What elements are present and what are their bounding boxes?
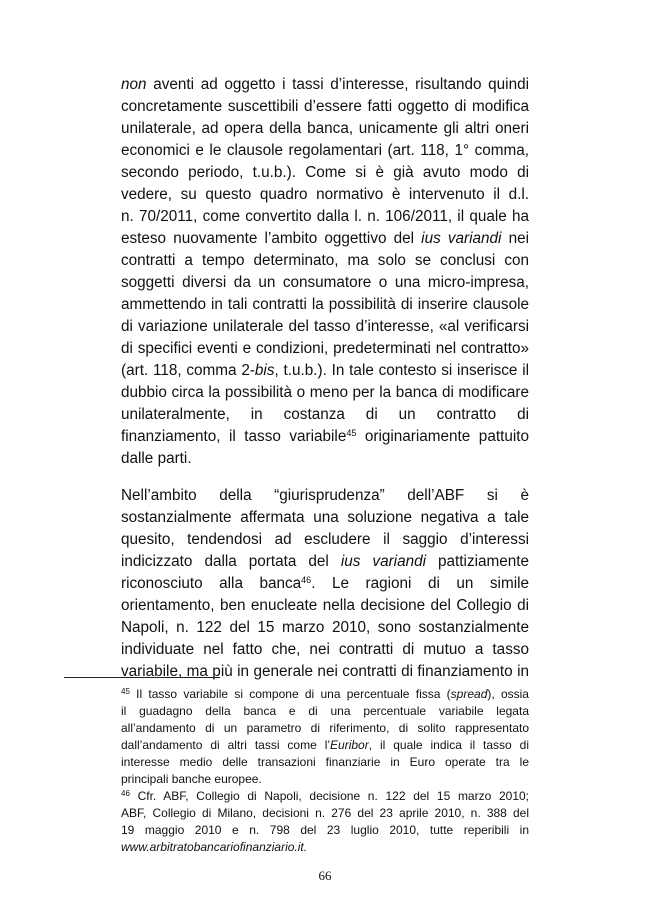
footnote-mark-45: 45 [121, 687, 130, 696]
text-line: sostanzialmente affermata una soluzione negativa a tale [121, 509, 529, 526]
text-line: (art. 118, comma 2-bis, t.u.b.). In tale contesto si inserisce il [121, 362, 529, 379]
text-line: unilateralmente, in costanza di un contratto di [121, 406, 529, 423]
text-line: Nell’ambito della “giurisprudenza” dell’ABF si è [121, 487, 529, 504]
footnote-line: dall’andamento di altri tassi come l’Euribor, il quale indica il tasso di [121, 738, 529, 752]
text-line: concretamente suscettibili d’essere fatti oggetto di modifica [121, 98, 529, 115]
text-line: orientamento, ben enucleate nella decisione del Collegio di [121, 597, 529, 614]
text-line: individuate nel fatto che, nei contratti di mutuo a tasso [121, 641, 529, 658]
text-line: di specifici eventi e condizioni, predeterminati nel contratto» [121, 340, 529, 357]
footnote-line: $^{45}$ Il tasso variabile si compone di una percentuale fissa (spread), ossia [121, 687, 529, 701]
footnotes [121, 686, 529, 856]
text-line: riconosciuto alla banca$^{46}$. Le ragioni di un simile [121, 575, 529, 592]
footnote-line: principali banche europee. [121, 772, 262, 786]
footnote-line: 19 maggio 2010 e n. 798 del 23 luglio 2010, tutte reperibili in [121, 823, 529, 837]
footnote-mark-46: 46 [121, 789, 130, 798]
footnote-line [121, 839, 529, 856]
footnote-line: all’andamento di un parametro di riferimento, di solito rappresentato [121, 721, 529, 735]
text-line: unilaterale, ad opera della banca, unicamente gli altri oneri [121, 120, 529, 137]
footnote-ref-46[interactable]: 46 [301, 575, 312, 585]
footnote-46 [121, 788, 529, 856]
text-line: di variazione unilaterale del tasso d’interesse, «al verificarsi [121, 318, 529, 335]
text-line: contratti a tempo determinato, ma solo se conclusi con [121, 252, 529, 269]
text-line: n. 70/2011, come convertito dalla l. n. 106/2011, il quale ha [121, 208, 529, 225]
body-paragraph-1 [121, 74, 529, 470]
footnote-line: ABF, Collegio di Milano, decisioni n. 276 del 23 aprile 2010, n. 388 del [121, 806, 529, 820]
text-line: variabile, ma più in generale nei contratti di finanziamento in [121, 663, 529, 680]
footnote-45 [121, 686, 529, 788]
text-line: dalle parti. [121, 450, 192, 467]
page-number: 66 [318, 868, 332, 883]
text-line: non aventi ad oggetto i tassi d’interesse, risultando quindi [121, 76, 529, 93]
website-link[interactable]: www.arbitratobancariofinanziario.it. [121, 840, 308, 854]
footnote-ref-45[interactable]: 45 [346, 428, 357, 438]
footnote-separator [64, 677, 220, 678]
text-line: soggetti diversi da un consumatore o una micro-impresa, [121, 274, 529, 291]
body-paragraph-2 [121, 485, 529, 683]
text-line: esteso nuovamente l’ambito oggettivo del ius variandi nei [121, 230, 529, 247]
text-line: indicizzato dalla portata del ius variandi pattiziamente [121, 553, 529, 570]
text-line: secondo periodo, t.u.b.). Come si è già avuto modo di [121, 164, 529, 181]
text-line: economici e le clausole regolamentari (art. 118, 1° comma, [121, 142, 529, 159]
footnote-line: il guadagno della banca e di una percentuale variabile legata [121, 704, 529, 718]
footnote-line: interesse medio delle transazioni finanziarie in Euro operate tra le [121, 755, 529, 769]
text-line: finanziamento, il tasso variabile$^{45}$ originariamente pattuito [121, 428, 529, 445]
footnote-line: $^{46}$ Cfr. ABF, Collegio di Napoli, decisione n. 122 del 15 marzo 2010; [121, 789, 529, 803]
text-line: dubbio circa la possibilità o meno per la banca di modificare [121, 384, 529, 401]
text-line: vedere, su questo quadro normativo è intervenuto il d.l. [121, 186, 529, 203]
text-line: ammettendo in tali contratti la possibilità di inserire clausole [121, 296, 529, 313]
text-line: quesito, tendendosi ad escludere il saggio d’interessi [121, 531, 529, 548]
text-line: Napoli, n. 122 del 15 marzo 2010, sono sostanzialmente [121, 619, 529, 636]
